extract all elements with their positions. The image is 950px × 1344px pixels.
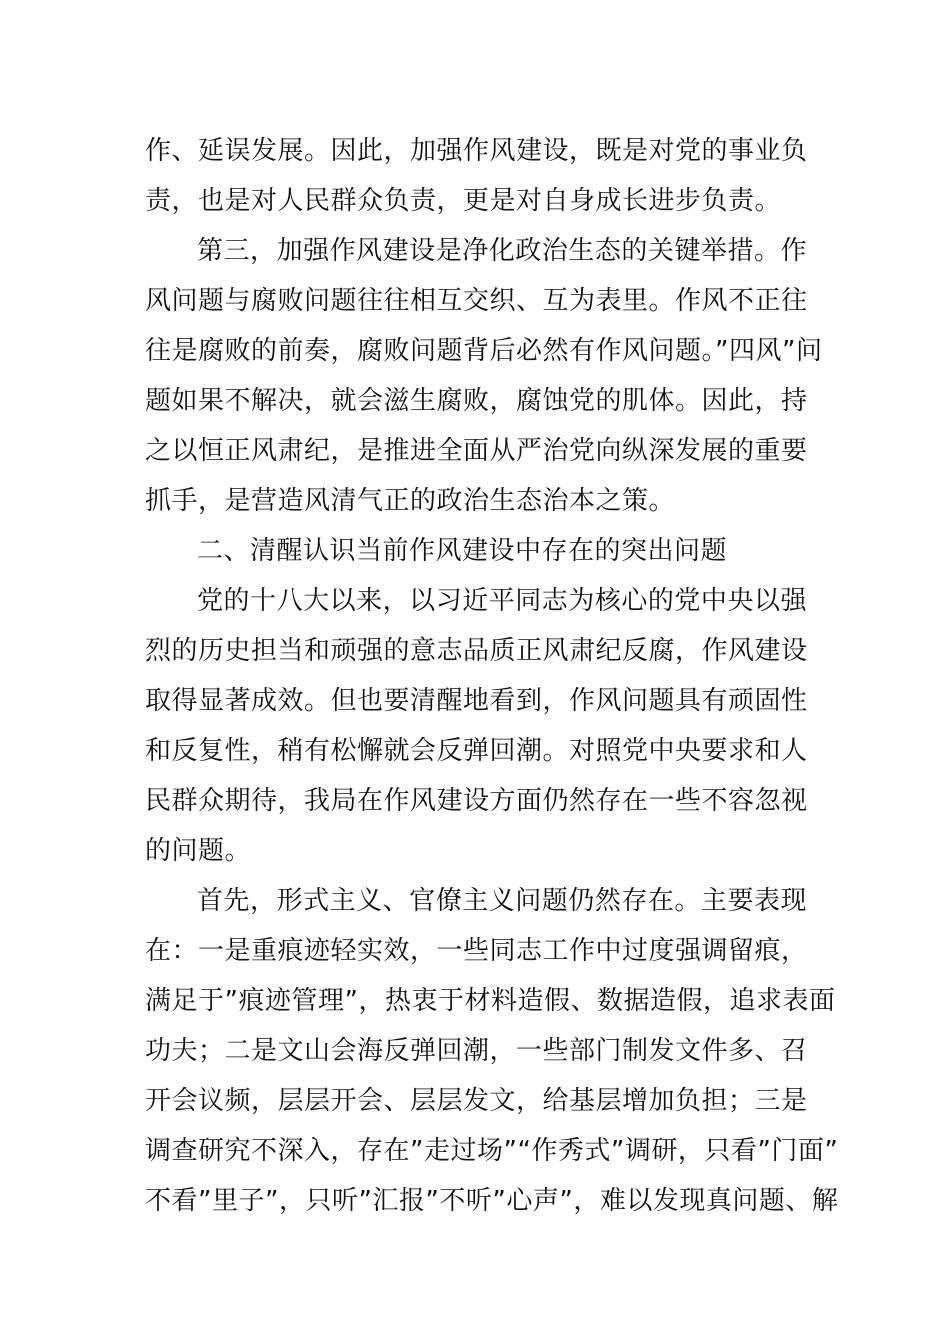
text-line: 之以恒正风肃纪，是推进全面从严治党向纵深发展的重要 — [145, 436, 808, 466]
document-page — [145, 126, 839, 1226]
text-line: 不看”里子”，只听”汇报”不听”心声”，难以发现真问题、解 — [145, 1186, 839, 1216]
text-line: 满足于”痕迹管理”，热衷于材料造假、数据造假，追求表面 — [145, 986, 836, 1016]
text-line: 和反复性，稍有松懈就会反弹回潮。对照党中央要求和人 — [145, 736, 808, 766]
text-line: 风问题与腐败问题往往相互交织、互为表里。作风不正往 — [145, 286, 808, 316]
text-line: 作、延误发展。因此，加强作风建设，既是对党的事业负 — [145, 136, 808, 166]
text-line: 取得显著成效。但也要清醒地看到，作风问题具有顽固性 — [145, 686, 808, 716]
text-line: 民群众期待，我局在作风建设方面仍然存在一些不容忽视 — [145, 786, 808, 816]
text-line: 题如果不解决，就会滋生腐败，腐蚀党的肌体。因此，持 — [145, 386, 808, 416]
text-line: 开会议频，层层开会、层层发文，给基层增加负担；三是 — [145, 1086, 808, 1116]
text-line: 抓手，是营造风清气正的政治生态治本之策。 — [145, 486, 676, 516]
text-line: 烈的历史担当和顽强的意志品质正风肃纪反腐，作风建设 — [145, 636, 808, 666]
text-line: 往是腐败的前奏，腐败问题背后必然有作风问题。”四风”问 — [145, 336, 823, 366]
text-line: 党的十八大以来，以习近平同志为核心的党中央以强 — [197, 586, 807, 616]
text-line: 的问题。 — [145, 836, 252, 866]
section-heading: 二、清醒认识当前作风建设中存在的突出问题 — [197, 536, 728, 566]
text-line: 在：一是重痕迹轻实效，一些同志工作中过度强调留痕， — [145, 936, 808, 966]
text-line: 责，也是对人民群众负责，更是对自身成长进步负责。 — [145, 186, 782, 216]
text-line: 第三，加强作风建设是净化政治生态的关键举措。作 — [197, 236, 807, 266]
text-line: 调查研究不深入，存在”走过场”“作秀式”调研，只看”门面” — [145, 1136, 839, 1166]
text-line: 功夫；二是文山会海反弹回潮，一些部门制发文件多、召 — [145, 1036, 808, 1066]
text-line: 首先，形式主义、官僚主义问题仍然存在。主要表现 — [197, 886, 807, 916]
